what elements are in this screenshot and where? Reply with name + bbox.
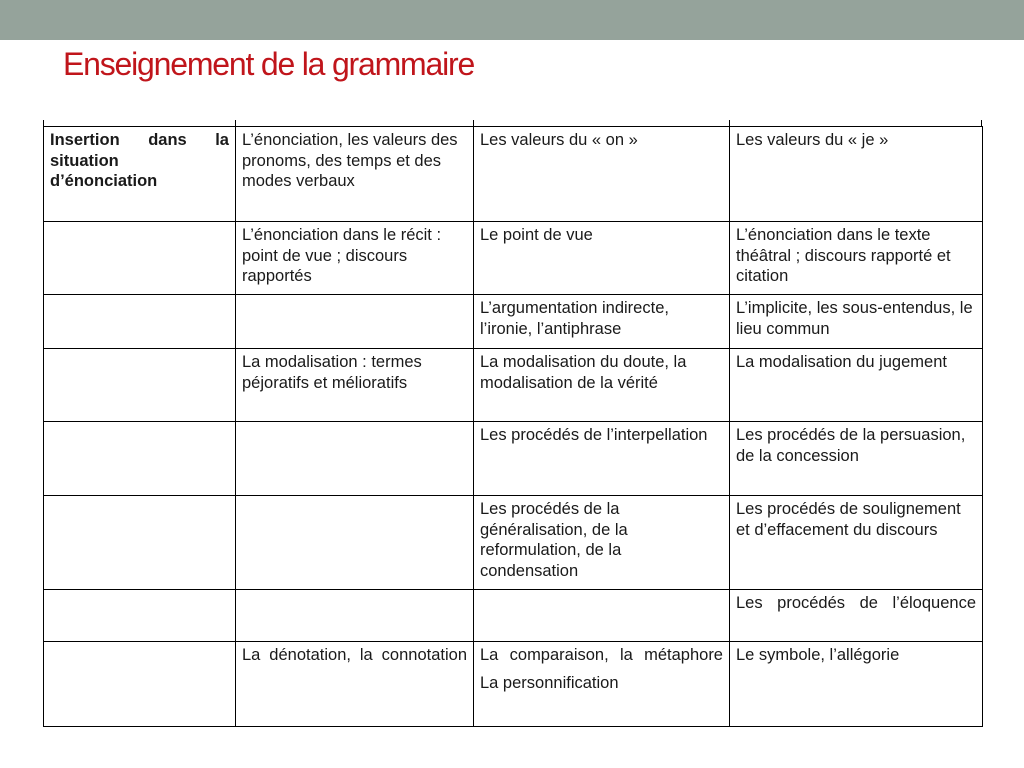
table-cell: Les valeurs du « je » xyxy=(730,127,983,222)
slide-title: Enseignement de la grammaire xyxy=(63,46,475,82)
table-cell xyxy=(44,349,236,422)
cell-text: La personnification xyxy=(480,673,619,692)
table-cell xyxy=(236,590,474,642)
table-cell: L’énonciation, les valeurs des pronoms, des temps et des modes verbaux xyxy=(236,127,474,222)
table-cell xyxy=(236,496,474,590)
table-row xyxy=(44,127,983,222)
table-cell xyxy=(44,590,236,642)
table-cell: Les procédés de la persuasion, de la concession xyxy=(730,422,983,496)
table-cell xyxy=(44,422,236,496)
table-cell: L’énonciation dans le texte théâtral ; discours rapporté et citation xyxy=(730,222,983,295)
table-cell xyxy=(44,496,236,590)
table-row xyxy=(44,496,983,590)
table-cell: La dénotation, la connotation xyxy=(236,642,474,727)
table-cell: Les procédés de la généralisation, de la reformulation, de la condensation xyxy=(474,496,730,590)
grammar-table-container xyxy=(43,120,983,727)
top-bar xyxy=(0,0,1024,40)
table-cell: L’implicite, les sous-entendus, le lieu commun xyxy=(730,295,983,349)
table-cell xyxy=(44,642,236,727)
table-cell: Le symbole, l’allégorie xyxy=(730,642,983,727)
table-row xyxy=(44,222,983,295)
table-cell: Les procédés de soulignement et d’effacement du discours xyxy=(730,496,983,590)
table-cell xyxy=(236,295,474,349)
table-cell: La modalisation du jugement xyxy=(730,349,983,422)
table-cell: Les valeurs du « on » xyxy=(474,127,730,222)
table-cell: Les procédés de l’éloquence xyxy=(730,590,983,642)
table-row xyxy=(44,295,983,349)
table-cell xyxy=(236,422,474,496)
table-cell: Le point de vue xyxy=(474,222,730,295)
table-row xyxy=(44,642,983,727)
table-row xyxy=(44,422,983,496)
table-cell: Insertion dans la situation d’énonciation xyxy=(44,127,236,222)
table-row xyxy=(44,590,983,642)
table-cell xyxy=(44,295,236,349)
cell-text: La comparaison, la métaphore xyxy=(480,646,723,664)
table-cell xyxy=(474,642,730,727)
grammar-table xyxy=(43,126,983,727)
table-cell xyxy=(474,590,730,642)
table-cell: L’argumentation indirecte, l’ironie, l’antiphrase xyxy=(474,295,730,349)
table-row xyxy=(44,349,983,422)
table-cell: La modalisation du doute, la modalisation de la vérité xyxy=(474,349,730,422)
table-cell xyxy=(44,222,236,295)
table-cell: Les procédés de l’interpellation xyxy=(474,422,730,496)
table-cell: L’énonciation dans le récit : point de vue ; discours rapportés xyxy=(236,222,474,295)
table-cell: La modalisation : termes péjoratifs et mélioratifs xyxy=(236,349,474,422)
